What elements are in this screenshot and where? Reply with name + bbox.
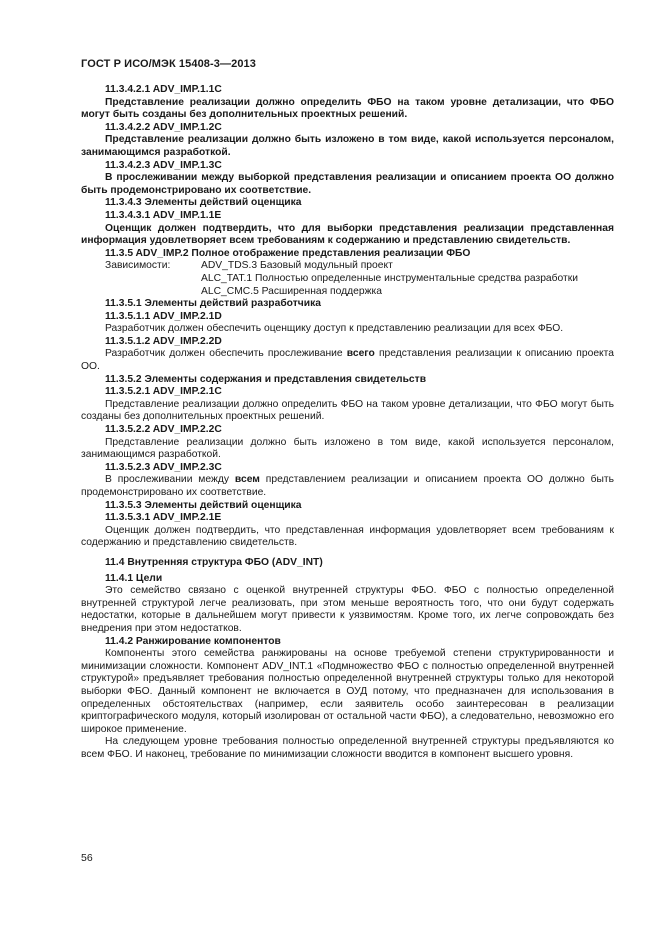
emphasis: всего bbox=[346, 348, 375, 360]
section-heading: 11.3.5.2 Элементы содержания и представления свидетельств bbox=[105, 373, 427, 385]
dependency-item: ALC_TAT.1 Полностью определенные инструментальные средства разработки bbox=[201, 272, 579, 284]
text-run: В прослеживании между bbox=[105, 474, 235, 486]
dependency-item: ALC_CMC.5 Расширенная поддержка bbox=[201, 285, 382, 297]
clause-heading: 11.3.4.2.2 ADV_IMP.1.2C bbox=[105, 121, 222, 133]
requirement-text: Представление реализации должно определить ФБО на таком уровне детализации, что ФБО могут быть созданы без дополнительных проектных решений. bbox=[81, 398, 614, 423]
body-paragraph: На следующем уровне требования полностью определенной внутренней структуры предъявляются ко всем ФБО. И наконец, требование по минимизации сложности вводится в компонент высшего уровня. bbox=[81, 736, 614, 760]
requirement-text: Разработчик должен обеспечить оценщику доступ к представлению реализации для всех ФБО. bbox=[105, 323, 564, 335]
requirement-text: В прослеживании между выборкой представления реализации и описанием проекта ОО должно быть продемонстрировано их соответствие. bbox=[81, 172, 614, 196]
dependency-item: ADV_TDS.3 Базовый модульный проект bbox=[201, 260, 393, 272]
dependencies-label: Зависимости: bbox=[105, 260, 171, 272]
requirement-text bbox=[81, 474, 614, 499]
requirement-text: Представление реализации должно определить ФБО на таком уровне детализации, что ФБО могут быть созданы без дополнительных проектных решений. bbox=[81, 96, 614, 121]
section-heading: 11.3.4.3 Элементы действий оценщика bbox=[105, 197, 302, 209]
clause-heading: 11.3.5.2.2 ADV_IMP.2.2C bbox=[105, 424, 222, 436]
document-header: ГОСТ Р ИСО/МЭК 15408-3—2013 bbox=[81, 58, 256, 70]
section-heading: 11.4.2 Ранжирование компонентов bbox=[105, 635, 281, 647]
requirement-text: Оценщик должен подтвердить, что для выборки представления реализации представленная информация удовлетворяет всем требованиям к содержанию и представлению свидетельств. bbox=[81, 222, 614, 247]
emphasis: всем bbox=[234, 474, 260, 486]
text-run: представлением реализации и описанием проекта ОО должно быть продемонстрировано их соответствие. bbox=[81, 474, 614, 498]
text-run: представления реализации к описанию проекта ОО. bbox=[81, 348, 614, 373]
component-heading: 11.3.5 ADV_IMP.2 Полное отображение представления реализации ФБО bbox=[105, 247, 471, 259]
body-paragraph: Компоненты этого семейства ранжированы на основе требуемой степени структурированности и минимизации сложности. Компонент ADV_INT.1 «Подмножество ФБО с полностью определенной внутренней структурой» предъявляет требования полностью определенной внутренней структуры только для некоторой выборки ФБО. Данный компонент не включается в ОУД потому, что предназначен для использования в определенных обстоятельствах (например, если заявитель особо заинтересован в реализации криптографического модуля, который изолирован от остальной части ФБО), а следовательно, невозможно его широкое применение. bbox=[81, 648, 614, 735]
clause-heading: 11.3.4.3.1 ADV_IMP.1.1E bbox=[105, 209, 222, 221]
clause-heading: 11.3.5.1.1 ADV_IMP.2.1D bbox=[105, 310, 222, 322]
section-heading: 11.3.5.3 Элементы действий оценщика bbox=[105, 499, 302, 511]
family-heading: 11.4 Внутренняя структура ФБО (ADV_INT) bbox=[105, 556, 323, 568]
dependencies bbox=[81, 260, 614, 273]
clause-heading: 11.3.4.2.3 ADV_IMP.1.3C bbox=[105, 159, 222, 171]
page-number: 56 bbox=[81, 852, 93, 864]
requirement-text: Представление реализации должно быть изложено в том виде, какой используется персоналом, занимающимся разработкой. bbox=[81, 436, 614, 461]
requirement-text: Оценщик должен подтвердить, что представленная информация удовлетворяет всем требованиям к содержанию и представлению свидетельств. bbox=[81, 524, 614, 549]
document-page bbox=[81, 58, 614, 761]
clause-heading: 11.3.5.3.1 ADV_IMP.2.1E bbox=[105, 512, 222, 524]
text-run: Разработчик должен обеспечить прослеживание bbox=[105, 348, 347, 360]
section-heading: 11.3.5.1 Элементы действий разработчика bbox=[105, 298, 321, 310]
clause-heading: 11.3.4.2.1 ADV_IMP.1.1C bbox=[105, 84, 222, 95]
section-heading: 11.4.1 Цели bbox=[105, 572, 163, 584]
clause-heading: 11.3.5.2.3 ADV_IMP.2.3C bbox=[105, 461, 222, 473]
clause-heading: 11.3.5.1.2 ADV_IMP.2.2D bbox=[105, 335, 222, 347]
requirement-text bbox=[81, 348, 614, 373]
requirement-text: Представление реализации должно быть изложено в том виде, какой используется персоналом, занимающимся разработкой. bbox=[81, 134, 614, 158]
clause-heading: 11.3.5.2.1 ADV_IMP.2.1C bbox=[105, 386, 222, 398]
body-paragraph: Это семейство связано с оценкой внутренней структуры ФБО. ФБО с полностью определенной внутренней структурой легче реализовать, при этом меньше вероятность того, что они будут содержать недостатки, которые в дальнейшем могут привести к уязвимостям. Кроме того, их легче сопровождать без внедрения при этом недостатков. bbox=[81, 585, 614, 634]
